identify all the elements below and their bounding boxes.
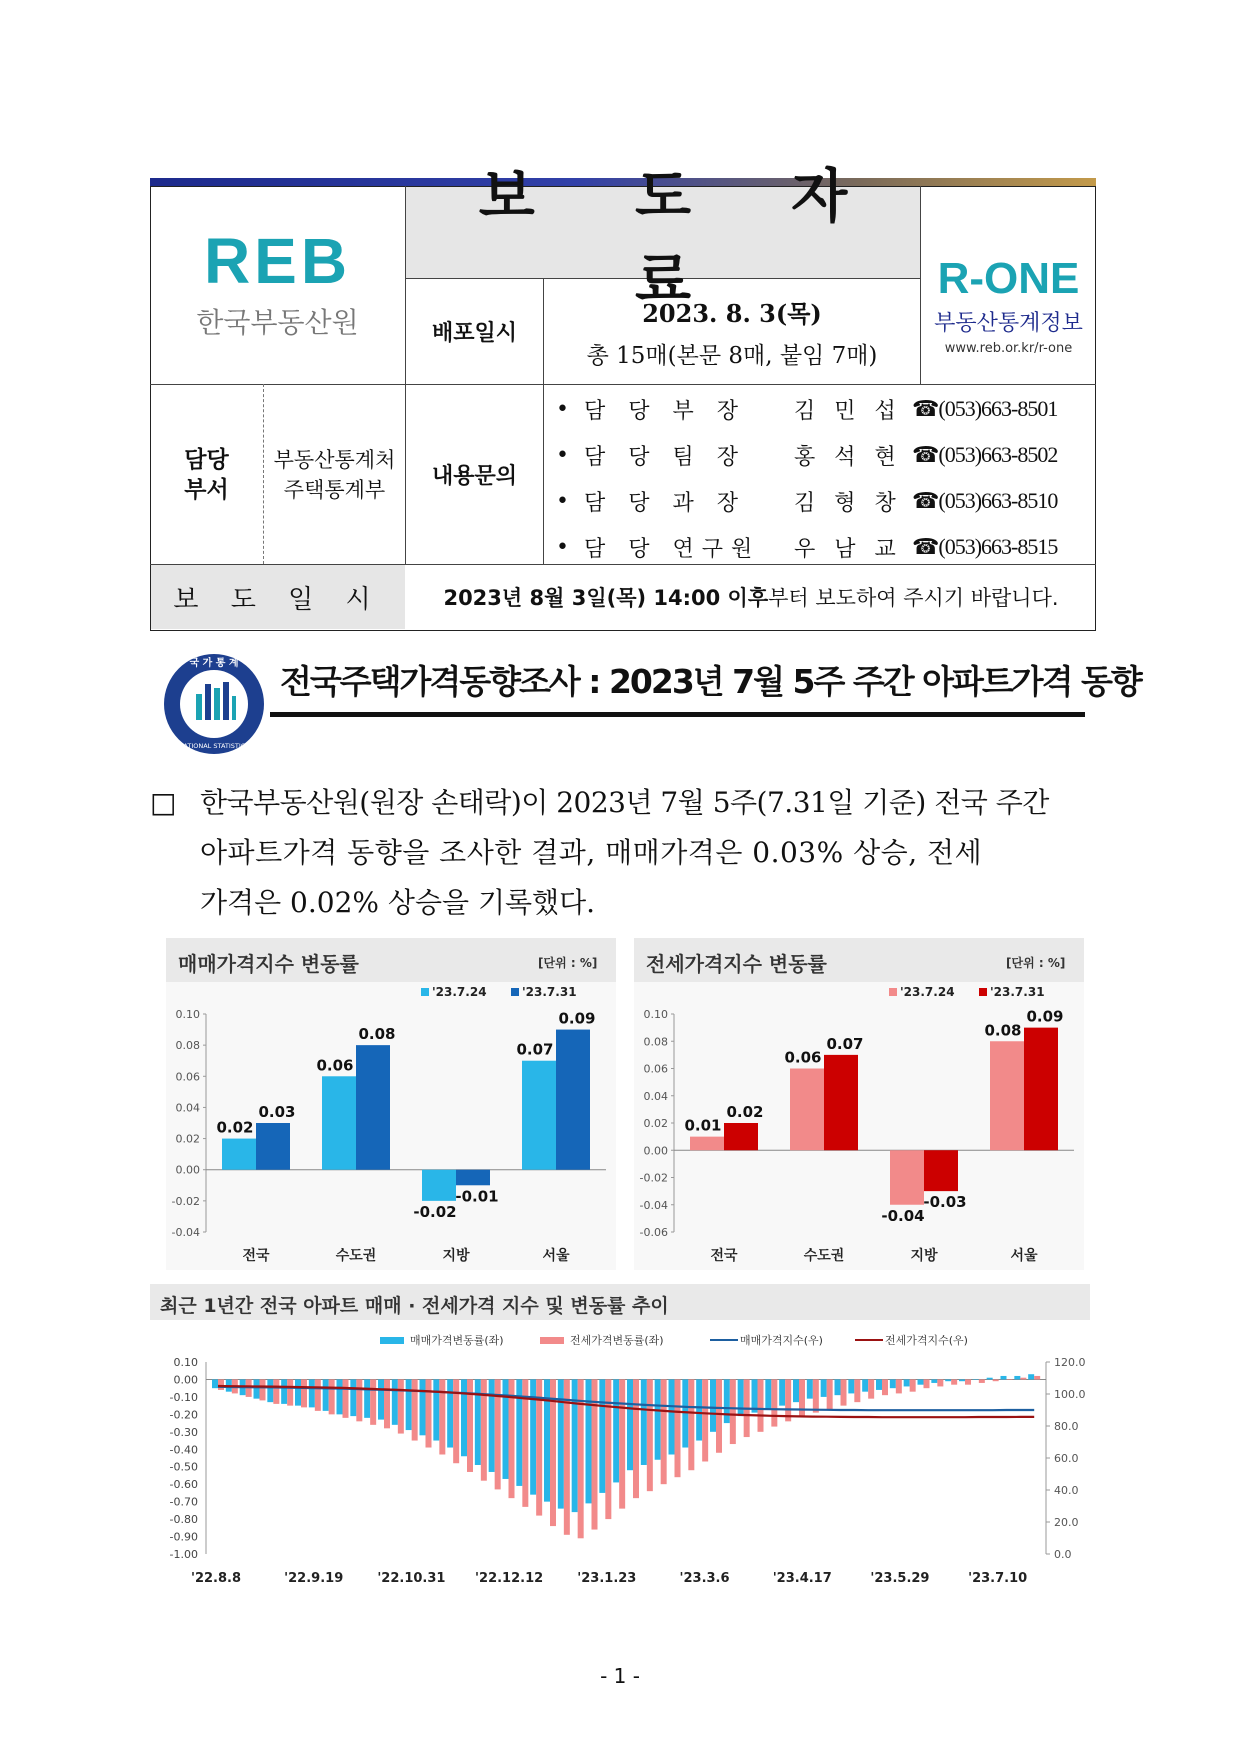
trend-bar bbox=[951, 1379, 957, 1384]
data-label: -0.01 bbox=[455, 1187, 499, 1206]
trend-bar bbox=[876, 1379, 882, 1389]
category-label: 지방 bbox=[442, 1248, 470, 1264]
y-left-tick-label: -1.00 bbox=[169, 1548, 198, 1561]
y-left-tick-label: -0.90 bbox=[169, 1530, 198, 1544]
trend-bar bbox=[702, 1379, 708, 1461]
trend-bar bbox=[827, 1379, 833, 1409]
category-label: 서울 bbox=[542, 1248, 570, 1264]
embargo-time: 2023년 8월 3일(목) 14:00 이후 bbox=[443, 586, 769, 610]
contact-phone: ☎(053)663-8502 bbox=[912, 442, 1058, 467]
trend-bar bbox=[281, 1379, 287, 1403]
bar bbox=[322, 1076, 356, 1169]
trend-bar bbox=[218, 1379, 224, 1389]
trend-bar bbox=[738, 1379, 744, 1416]
trend-bar bbox=[212, 1379, 218, 1388]
trend-bar bbox=[1028, 1374, 1034, 1379]
trend-bar bbox=[688, 1379, 694, 1470]
contact-role: 담 당 팀 장 bbox=[584, 444, 746, 470]
trend-bar bbox=[412, 1379, 418, 1440]
trend-bar bbox=[605, 1379, 611, 1519]
legend-swatch bbox=[889, 988, 897, 996]
data-label: -0.02 bbox=[413, 1202, 457, 1221]
trend-bar bbox=[426, 1379, 432, 1447]
doc-title: 보 도 자 료 bbox=[478, 161, 888, 314]
trend-bar bbox=[633, 1379, 639, 1498]
legend-swatch bbox=[421, 988, 429, 996]
dept-label: 담당 부서 bbox=[184, 445, 229, 503]
trend-bar bbox=[267, 1379, 273, 1402]
y-left-tick-label: -0.20 bbox=[169, 1408, 198, 1422]
trend-bar bbox=[315, 1379, 321, 1410]
trend-bar bbox=[384, 1379, 390, 1428]
trend-bar bbox=[682, 1379, 688, 1447]
y-tick-label: 0.00 bbox=[643, 1144, 668, 1158]
trend-bar bbox=[433, 1379, 439, 1440]
trend-bar bbox=[599, 1379, 605, 1492]
contact-phone: ☎(053)663-8501 bbox=[912, 396, 1058, 421]
y-tick-label: -0.02 bbox=[171, 1194, 200, 1208]
embargo-info bbox=[406, 565, 1096, 629]
contact-role: 담 당 부 장 bbox=[584, 398, 746, 424]
trend-bar bbox=[779, 1379, 785, 1405]
trend-bar bbox=[924, 1379, 930, 1388]
inquiry-label: 내용문의 bbox=[431, 463, 517, 489]
dept-name-2: 주택통계부 bbox=[283, 477, 386, 502]
legend-swatch bbox=[380, 1337, 404, 1344]
x-tick-label: '23.3.6 bbox=[679, 1571, 730, 1586]
trend-bar bbox=[475, 1379, 481, 1465]
y-left-tick-label: -0.10 bbox=[169, 1390, 198, 1404]
legend-label: '23.7.24 bbox=[432, 985, 487, 999]
contact-role: 담 당 연구원 bbox=[584, 536, 761, 562]
dept-names bbox=[264, 385, 405, 564]
embargo-label: 보 도 일 시 bbox=[151, 565, 405, 629]
trend-bar bbox=[356, 1379, 362, 1421]
trend-bar bbox=[931, 1379, 937, 1382]
data-label: 0.03 bbox=[258, 1103, 296, 1121]
trend-bar bbox=[350, 1379, 356, 1416]
release-pages: 총 15매(본문 8매, 붙임 7매) bbox=[586, 342, 878, 369]
embargo-rest: 부터 보도하여 주시기 바랍니다. bbox=[768, 586, 1059, 610]
body-line-1: 한국부동산원(원장 손태락)이 2023년 7월 5주(7.31일 기준) 전국 주간 bbox=[200, 786, 1049, 819]
data-label: 0.07 bbox=[516, 1040, 554, 1059]
y-tick-label: 0.04 bbox=[643, 1089, 668, 1103]
y-right-tick-label: 0.0 bbox=[1054, 1548, 1072, 1561]
contact-row: • 담 당 부 장 김 민 섭 ☎(053)663-8501 bbox=[556, 389, 1096, 429]
checkbox-bullet: □ bbox=[150, 786, 177, 819]
legend-swatch bbox=[540, 1337, 564, 1344]
category-label: 수도권 bbox=[335, 1248, 377, 1264]
trend-bar bbox=[716, 1379, 722, 1452]
data-label: 0.06 bbox=[316, 1056, 354, 1075]
y-tick-label: 0.10 bbox=[175, 1008, 200, 1021]
data-label: 0.09 bbox=[1026, 1007, 1064, 1026]
bar bbox=[456, 1170, 490, 1186]
legend-label: 전세가격지수(우) bbox=[885, 1334, 968, 1347]
trend-bar bbox=[439, 1379, 445, 1454]
body-line-2: 아파트가격 동향을 조사한 결과, 매매가격은 0.03% 상승, 전세 bbox=[200, 836, 983, 869]
trend-bar bbox=[868, 1379, 874, 1398]
national-statistics-emblem bbox=[162, 652, 266, 756]
trend-chart-title-bar bbox=[150, 1284, 1090, 1320]
bar bbox=[422, 1170, 456, 1201]
trend-bar bbox=[862, 1379, 868, 1391]
y-right-tick-label: 40.0 bbox=[1054, 1484, 1079, 1497]
x-tick-label: '22.10.31 bbox=[377, 1571, 446, 1586]
sale-change-chart bbox=[166, 938, 616, 1270]
y-right-tick-label: 120.0 bbox=[1054, 1356, 1086, 1369]
data-label: 0.01 bbox=[684, 1116, 722, 1135]
reb-logo: REB bbox=[203, 225, 352, 297]
x-tick-label: '22.9.19 bbox=[284, 1571, 344, 1586]
trend-bar bbox=[724, 1379, 730, 1423]
trend-bar bbox=[398, 1379, 404, 1433]
category-label: 서울 bbox=[1010, 1248, 1038, 1264]
trend-bar bbox=[945, 1379, 951, 1381]
trend-bar bbox=[489, 1379, 495, 1472]
y-left-tick-label: -0.30 bbox=[169, 1425, 198, 1439]
legend-label: '23.7.31 bbox=[990, 985, 1045, 999]
trend-bar bbox=[758, 1379, 764, 1431]
contact-row: • 담 당 과 장 김 형 창 ☎(053)663-8510 bbox=[556, 481, 1096, 521]
data-label: -0.04 bbox=[881, 1206, 925, 1225]
data-label: 0.02 bbox=[726, 1103, 764, 1121]
jeonse-chart-title: 전세가격지수 변동률 bbox=[646, 952, 827, 976]
release-info bbox=[544, 279, 920, 384]
trend-bar bbox=[655, 1379, 661, 1459]
release-date: 2023. 8. 3(목) bbox=[642, 298, 822, 328]
body-paragraph bbox=[150, 778, 1096, 928]
contact-name: 김 형 창 bbox=[794, 490, 902, 516]
y-tick-label: 0.06 bbox=[175, 1070, 200, 1084]
trend-chart-plot bbox=[150, 1322, 1090, 1592]
trend-bar bbox=[882, 1379, 888, 1395]
jeonse-chart-plot bbox=[634, 982, 1084, 1270]
trend-bar bbox=[979, 1379, 985, 1382]
press-release-header bbox=[150, 161, 1096, 631]
bar bbox=[522, 1061, 556, 1170]
contact-row: • 담 당 연구원 우 남 교 ☎(053)663-8515 bbox=[556, 527, 1096, 567]
y-tick-label: -0.02 bbox=[639, 1171, 668, 1185]
contact-role: 담 당 과 장 bbox=[584, 490, 746, 516]
trend-bar bbox=[641, 1379, 647, 1465]
trend-bar bbox=[821, 1379, 827, 1396]
bar bbox=[724, 1123, 758, 1150]
headline: 전국주택가격동향조사 : 2023년 7월 5주 주간 아파트가격 동향 bbox=[280, 662, 1141, 701]
contact-name: 김 민 섭 bbox=[794, 398, 902, 424]
trend-bar bbox=[1014, 1376, 1020, 1379]
emblem-ring-text: NATIONAL STATISTICS bbox=[178, 742, 250, 750]
x-tick-label: '23.5.29 bbox=[870, 1571, 930, 1586]
trend-bar bbox=[254, 1379, 260, 1398]
trend-bar bbox=[918, 1379, 924, 1384]
release-label: 배포일시 bbox=[431, 320, 517, 346]
trend-bar bbox=[661, 1379, 667, 1484]
trend-bar bbox=[613, 1379, 619, 1482]
data-label: -0.03 bbox=[923, 1193, 967, 1212]
y-left-tick-label: -0.60 bbox=[169, 1478, 198, 1492]
data-label: 0.08 bbox=[984, 1021, 1022, 1040]
trend-chart-title: 최근 1년간 전국 아파트 매매 · 전세가격 지수 및 변동률 추이 bbox=[160, 1295, 669, 1317]
jeonse-change-chart bbox=[634, 938, 1084, 1270]
trend-bar bbox=[378, 1379, 384, 1419]
trend-bar bbox=[461, 1379, 467, 1456]
trend-bar bbox=[896, 1379, 902, 1393]
rone-logo-cell bbox=[921, 186, 1096, 384]
trend-bar bbox=[993, 1379, 999, 1381]
trend-bar bbox=[273, 1379, 279, 1403]
y-right-tick-label: 80.0 bbox=[1054, 1420, 1079, 1433]
legend-label: 매매가격지수(우) bbox=[740, 1334, 823, 1347]
y-left-tick-label: -0.40 bbox=[169, 1443, 198, 1457]
trend-bar bbox=[696, 1379, 702, 1440]
emblem-top-text: 국 가 통 계 bbox=[189, 658, 239, 669]
trend-bar bbox=[771, 1379, 777, 1426]
trend-bar bbox=[752, 1379, 758, 1412]
trend-bar bbox=[910, 1379, 916, 1391]
x-tick-label: '23.4.17 bbox=[772, 1571, 832, 1586]
legend-label: 전세가격변동률(좌) bbox=[570, 1334, 664, 1347]
trend-bar bbox=[337, 1379, 343, 1414]
trend-bar bbox=[1001, 1376, 1007, 1379]
trend-bar bbox=[890, 1379, 896, 1388]
trend-bar bbox=[959, 1379, 965, 1381]
jeonse-chart-unit: [단위 : %] bbox=[1006, 956, 1066, 970]
y-tick-label: -0.04 bbox=[171, 1226, 200, 1239]
y-left-tick-label: -0.50 bbox=[169, 1460, 198, 1474]
y-tick-label: 0.00 bbox=[175, 1163, 200, 1177]
trend-bar bbox=[854, 1379, 860, 1402]
y-left-tick-label: 0.10 bbox=[173, 1356, 198, 1369]
bar bbox=[222, 1139, 256, 1170]
legend-swatch bbox=[511, 988, 519, 996]
headline-underline bbox=[270, 712, 1085, 717]
trend-bar bbox=[420, 1379, 426, 1435]
trend-bar bbox=[835, 1379, 841, 1395]
trend-bar bbox=[392, 1379, 398, 1424]
trend-bar bbox=[669, 1379, 675, 1454]
x-tick-label: '23.7.10 bbox=[968, 1571, 1028, 1586]
bar bbox=[890, 1150, 924, 1205]
y-right-tick-label: 20.0 bbox=[1054, 1516, 1079, 1529]
contact-phone: ☎(053)663-8515 bbox=[912, 534, 1058, 559]
y-left-tick-label: -0.80 bbox=[169, 1513, 198, 1527]
x-tick-label: '23.1.23 bbox=[577, 1571, 637, 1586]
rone-subtitle: 부동산통계정보 bbox=[934, 311, 1083, 336]
y-tick-label: -0.04 bbox=[639, 1198, 668, 1212]
data-label: 0.06 bbox=[784, 1048, 822, 1067]
y-right-tick-label: 100.0 bbox=[1054, 1388, 1086, 1401]
trend-bar bbox=[987, 1378, 993, 1380]
trend-bar bbox=[841, 1379, 847, 1405]
trend-bar bbox=[1020, 1378, 1026, 1380]
rone-url: www.reb.or.kr/r-one bbox=[944, 341, 1073, 356]
legend-label: 매매가격변동률(좌) bbox=[410, 1334, 504, 1347]
legend-label: '23.7.24 bbox=[900, 985, 955, 999]
trend-bar bbox=[260, 1379, 266, 1400]
category-label: 수도권 bbox=[803, 1248, 845, 1264]
legend-label: '23.7.31 bbox=[522, 985, 577, 999]
trend-bar bbox=[937, 1379, 943, 1386]
y-tick-label: 0.06 bbox=[643, 1062, 668, 1076]
bar bbox=[1024, 1028, 1058, 1151]
trend-bar bbox=[1007, 1379, 1013, 1380]
reb-logo-cell bbox=[150, 186, 405, 384]
y-tick-label: 0.02 bbox=[643, 1117, 668, 1130]
trend-bar bbox=[447, 1379, 453, 1447]
trend-bar bbox=[710, 1379, 716, 1431]
x-tick-label: '22.12.12 bbox=[475, 1571, 544, 1586]
data-label: 0.02 bbox=[216, 1118, 254, 1137]
x-tick-label: '22.8.8 bbox=[190, 1571, 242, 1586]
category-label: 전국 bbox=[710, 1248, 738, 1264]
bar bbox=[690, 1137, 724, 1151]
trend-bar bbox=[323, 1379, 329, 1410]
y-left-tick-label: -0.70 bbox=[169, 1495, 198, 1509]
bar bbox=[990, 1041, 1024, 1150]
dept-name-1: 부동산통계처 bbox=[273, 447, 396, 472]
contact-name: 우 남 교 bbox=[794, 536, 902, 562]
y-tick-label: 0.04 bbox=[175, 1101, 200, 1115]
trend-bar bbox=[675, 1379, 681, 1477]
trend-bar bbox=[730, 1379, 736, 1444]
contact-phone: ☎(053)663-8510 bbox=[912, 488, 1058, 513]
trend-bar bbox=[343, 1379, 349, 1417]
contact-name: 홍 석 현 bbox=[794, 444, 902, 470]
trend-bar bbox=[973, 1379, 979, 1380]
trend-bar bbox=[301, 1379, 307, 1407]
trend-bar bbox=[406, 1379, 412, 1430]
bar bbox=[556, 1030, 590, 1170]
y-tick-label: 0.10 bbox=[643, 1008, 668, 1021]
trend-bar bbox=[1034, 1376, 1040, 1379]
data-label: 0.09 bbox=[558, 1009, 596, 1028]
data-label: 0.08 bbox=[358, 1025, 396, 1044]
y-left-tick-label: 0.00 bbox=[173, 1373, 198, 1387]
trend-bar bbox=[309, 1379, 315, 1407]
contact-list bbox=[544, 385, 1096, 564]
y-tick-label: 0.08 bbox=[643, 1035, 668, 1049]
trend-bar bbox=[793, 1379, 799, 1402]
trend-bar bbox=[619, 1379, 625, 1508]
data-label: 0.07 bbox=[826, 1034, 864, 1053]
y-right-tick-label: 60.0 bbox=[1054, 1452, 1079, 1465]
y-tick-label: -0.06 bbox=[639, 1226, 668, 1239]
sale-chart-unit: [단위 : %] bbox=[538, 956, 598, 970]
bar bbox=[256, 1123, 290, 1170]
bar bbox=[924, 1150, 958, 1191]
trend-bar bbox=[647, 1379, 653, 1491]
page-number: - 1 - bbox=[600, 1664, 640, 1688]
trend-bar bbox=[370, 1379, 376, 1424]
rone-logo: R-ONE bbox=[937, 254, 1080, 303]
bar bbox=[790, 1069, 824, 1151]
trend-bar bbox=[287, 1379, 293, 1405]
trend-bar bbox=[586, 1379, 592, 1503]
contact-row: • 담 당 팀 장 홍 석 현 ☎(053)663-8502 bbox=[556, 435, 1096, 475]
org-name: 한국부동산원 bbox=[196, 306, 359, 339]
y-tick-label: 0.02 bbox=[175, 1132, 200, 1146]
trend-bar bbox=[627, 1379, 633, 1470]
trend-bar bbox=[295, 1379, 301, 1405]
sale-chart-title: 매매가격지수 변동률 bbox=[178, 952, 359, 976]
trend-bar bbox=[329, 1379, 335, 1414]
trend-bar bbox=[904, 1379, 910, 1386]
legend-swatch bbox=[979, 988, 987, 996]
bar bbox=[824, 1055, 858, 1150]
trend-bar bbox=[848, 1379, 854, 1393]
bar bbox=[356, 1045, 390, 1170]
trend-bar bbox=[813, 1379, 819, 1412]
trend-bar bbox=[807, 1379, 813, 1398]
body-line-3: 가격은 0.02% 상승을 기록했다. bbox=[200, 886, 596, 919]
category-label: 전국 bbox=[242, 1248, 270, 1264]
trend-bar bbox=[364, 1379, 370, 1417]
sale-chart-plot bbox=[166, 982, 616, 1270]
trend-bar bbox=[965, 1379, 971, 1384]
y-tick-label: 0.08 bbox=[175, 1039, 200, 1053]
category-label: 지방 bbox=[910, 1248, 938, 1264]
trend-bar bbox=[765, 1379, 771, 1409]
